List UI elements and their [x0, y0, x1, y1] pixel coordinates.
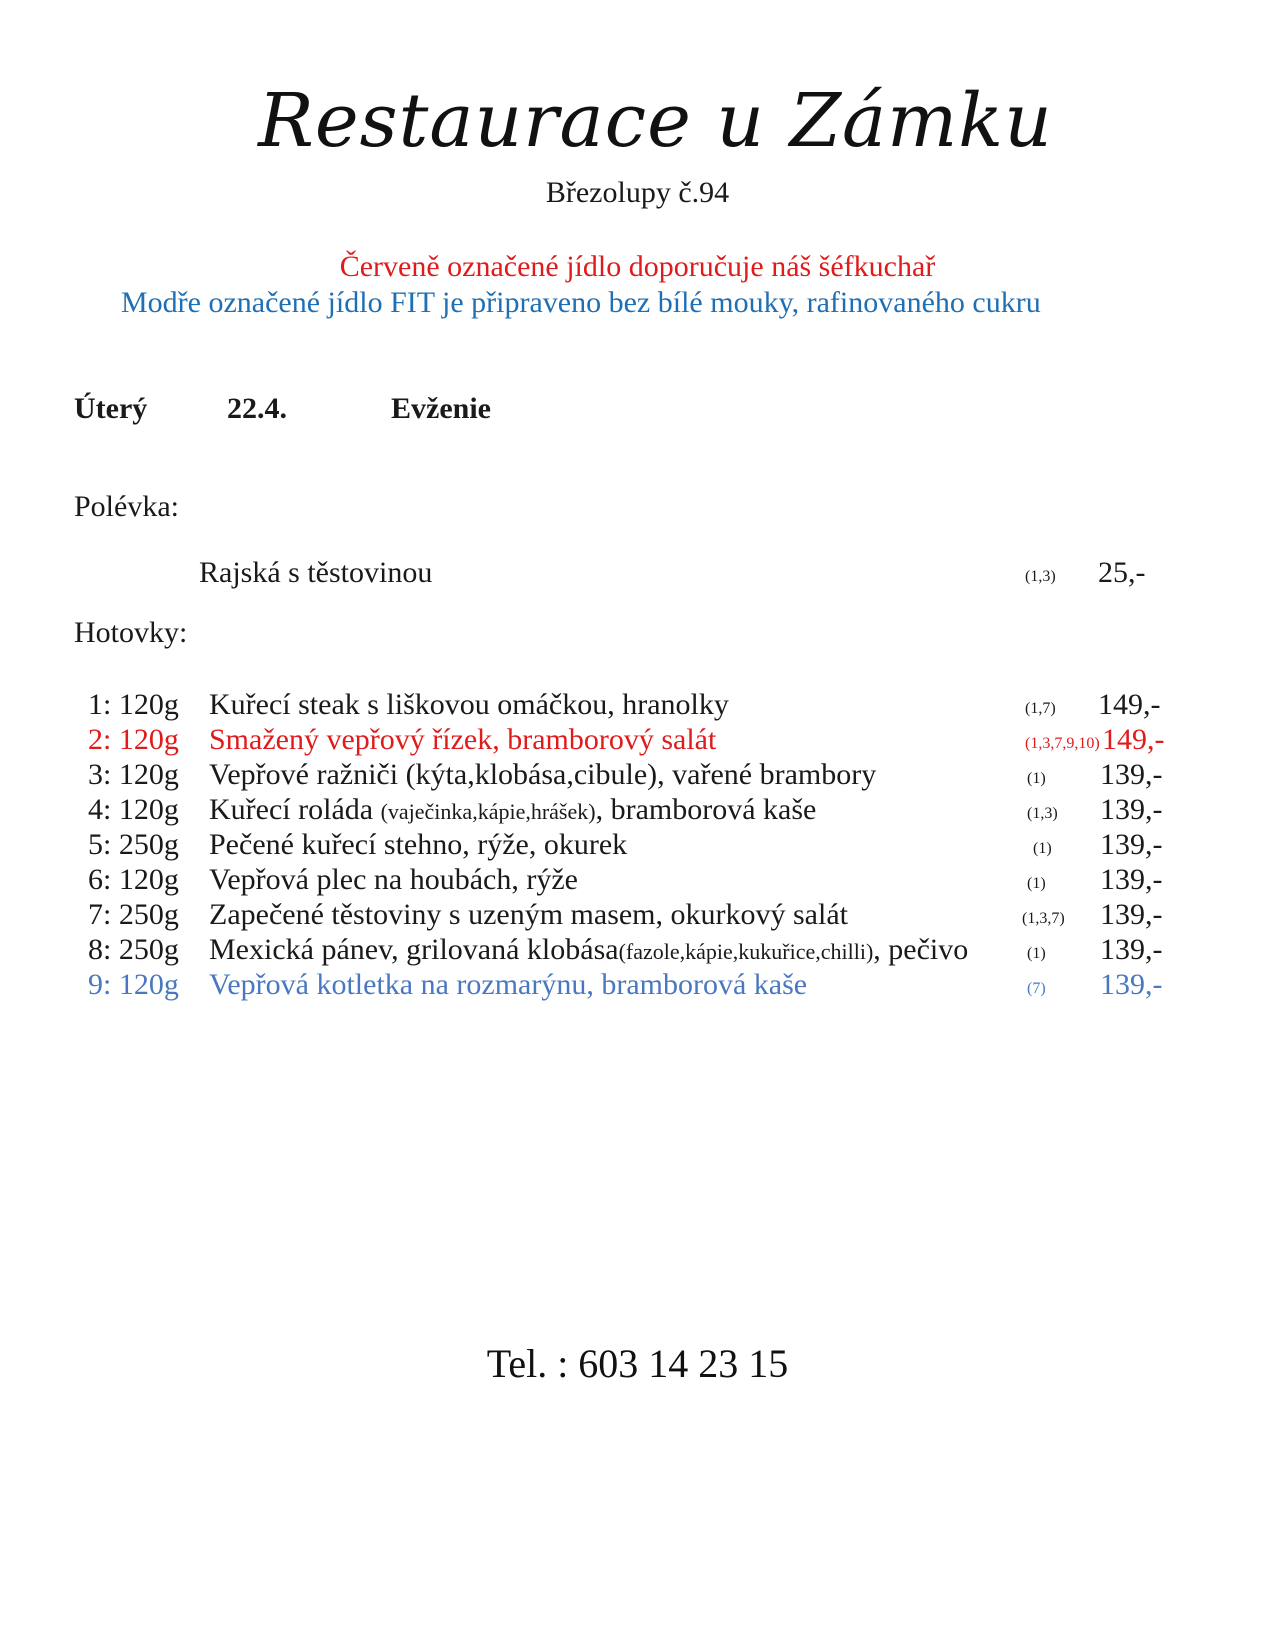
menu-item [0, 863, 1275, 899]
menu-item-price: 139,- [1100, 898, 1163, 931]
menu-item-allergens: (1,7) [1025, 700, 1056, 717]
soup-name: Rajská s těstovinou [199, 556, 433, 589]
menu-item-recommended [0, 723, 1275, 759]
menu-item-number: 5: 250g [88, 828, 179, 861]
soup-price: 25,- [1098, 556, 1146, 589]
weekday-label: Úterý [74, 392, 148, 425]
menu-item-price: 139,- [1100, 933, 1163, 966]
chef-recommendation-note: Červeně označené jídlo doporučuje náš šéfkuchař [339, 250, 936, 283]
menu-item-number: 6: 120g [88, 863, 179, 896]
menu-item-allergens: (1) [1027, 770, 1046, 787]
menu-item-price: 139,- [1100, 793, 1163, 826]
menu-item [0, 793, 1275, 829]
menu-item [0, 898, 1275, 934]
menu-item-price: 139,- [1100, 968, 1163, 1001]
menu-item-allergens: (1,3) [1027, 805, 1058, 822]
menu-item-name: Vepřová kotletka na rozmarýnu, bramborová kaše [209, 968, 808, 1001]
menu-item-number: 7: 250g [88, 898, 179, 931]
menu-item-name: Kuřecí steak s liškovou omáčkou, hranolky [209, 688, 729, 721]
menu-item-allergens: (1,3,7,9,10) [1025, 735, 1100, 752]
menu-item-price: 149,- [1098, 688, 1161, 721]
phone-number: Tel. : 603 14 23 15 [486, 1341, 789, 1386]
menu-item-price: 149,- [1102, 723, 1165, 756]
menu-item-price: 139,- [1100, 863, 1163, 896]
soup-allergens: (1,3) [1025, 568, 1056, 585]
nameday-label: Evženie [391, 392, 491, 425]
menu-item-name: Kuřecí roláda (vaječinka,kápie,hrášek), bramborová kaše [209, 793, 817, 826]
date-label: 22.4. [227, 392, 287, 425]
menu-item-price: 139,- [1100, 828, 1163, 861]
menu-item-name: Zapečené těstoviny s uzeným masem, okurkový salát [209, 898, 848, 931]
menu-item-number: 3: 120g [88, 758, 179, 791]
menu-item-allergens: (1) [1027, 875, 1046, 892]
menu-item-name: Vepřová plec na houbách, rýže [209, 863, 578, 896]
menu-item-allergens: (1) [1027, 945, 1046, 962]
menu-item-number: 4: 120g [88, 793, 179, 826]
restaurant-address: Březolupy č.94 [545, 176, 730, 209]
menu-item-number: 9: 120g [88, 968, 179, 1001]
restaurant-title: Restaurace u Zámku [258, 78, 1053, 164]
menu-item [0, 828, 1275, 864]
menu-item-number: 2: 120g [88, 723, 179, 756]
menu-item-name: Vepřové ražniči (kýta,klobása,cibule), vařené brambory [209, 758, 877, 791]
menu-item [0, 688, 1275, 724]
menu-item-price: 139,- [1100, 758, 1163, 791]
menu-item-number: 1: 120g [88, 688, 179, 721]
menu-item-name: Smažený vepřový řízek, bramborový salát [209, 723, 717, 756]
menu-item-name: Mexická pánev, grilovaná klobása(fazole,kápie,kukuřice,chilli), pečivo [209, 933, 969, 966]
menu-item-fit [0, 968, 1275, 1004]
mains-section-label: Hotovky: [74, 616, 188, 649]
menu-item-allergens: (1) [1033, 840, 1052, 857]
menu-item-allergens: (7) [1027, 980, 1046, 997]
menu-item-allergens: (1,3,7) [1022, 910, 1065, 927]
soup-section-label: Polévka: [74, 490, 179, 523]
menu-item [0, 933, 1275, 969]
fit-meal-note: Modře označené jídlo FIT je připraveno bez bílé mouky, rafinovaného cukru [121, 286, 1041, 319]
menu-item-name: Pečené kuřecí stehno, rýže, okurek [209, 828, 628, 861]
menu-item-number: 8: 250g [88, 933, 179, 966]
menu-item [0, 758, 1275, 794]
